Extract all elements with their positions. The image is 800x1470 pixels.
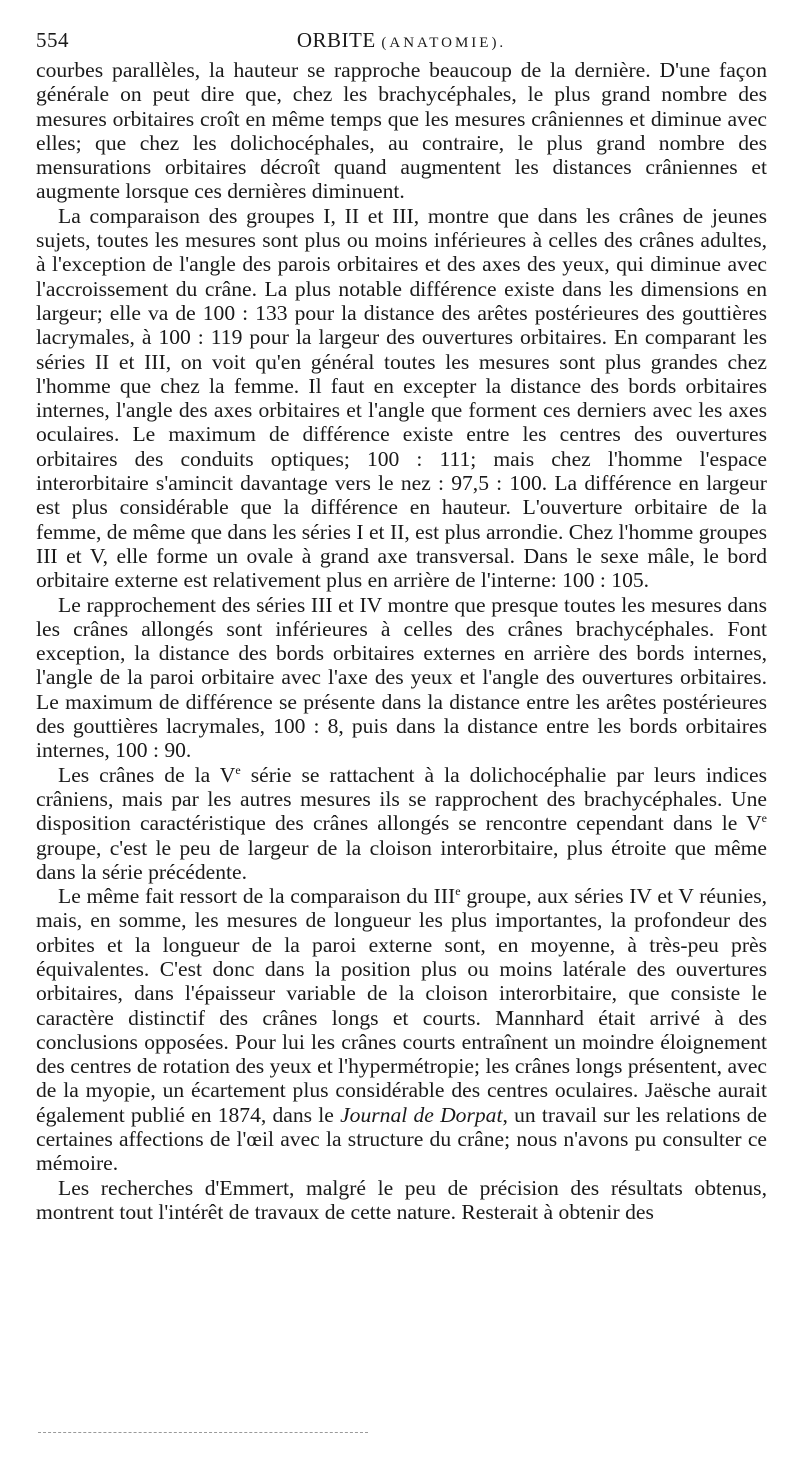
text-run: groupe, aux séries IV et V réunies, mais, en somme, les mesures de longueur les plus importantes, la profondeur des orbites et la longueur de la paroi externe sont, en moyenne, à très-peu près équivalentes. C'est donc dans la position plus ou moins latérale des ouvertures orbitaires, dans l'épaisseur variable de la cloison interorbitaire, que consiste le caractère distinctif des crânes longs et courts. Mannhard était arrivé à des conclusions opposées. Pour lui les crânes courts entraînent un moindre éloignement des centres de rotation des yeux et l'hypermétropie; les crânes longs présentent, avec de la myopie, un écartement plus considérable des centres oculaires. Jaësche aurait également publié en 1874, dans le xyxy=(36,884,767,1127)
paragraph-p3 xyxy=(36,593,767,763)
running-title-section: (ANATOMIE). xyxy=(381,35,507,51)
paragraph-p4 xyxy=(36,763,767,884)
paragraph-p1 xyxy=(36,58,767,204)
text-run: Les crânes de la V xyxy=(58,762,236,787)
page-number: 554 xyxy=(36,28,69,52)
italic-title: Journal de Dorpat xyxy=(340,1102,503,1127)
body-text xyxy=(36,58,767,1224)
paragraph-p6 xyxy=(36,1176,767,1225)
text-run: , un travail sur les relations de certaines affections de l'œil avec la structure du crâne; nous n'avons pu consulter ce mémoire. xyxy=(36,1102,767,1176)
text-run: série se rattachent à la dolichocéphalie par leurs indices crâniens, mais par les autres mesures ils se rapprochent des brachycéphales. Une disposition caractéristique des crânes allongés se rencontre cependant dans le V xyxy=(36,762,767,836)
text-run: La comparaison des groupes I, II et III, montre que dans les crânes de jeunes sujets, toutes les mesures sont plus ou moins inférieures à celles des crânes adultes, à l'exception de l'angle des parois orbitaires et des axes des yeux, qui diminue avec l'accroissement du crâne. La plus notable différence existe dans les dimensions en largeur; elle va de 100 : 133 pour la distance des arêtes postérieures des gouttières lacrymales, à 100 : 119 pour la largeur des ouvertures orbitaires. En comparant les séries II et III, on voit qu'en général toutes les mesures sont plus grandes chez l'homme que chez la femme. Il faut en excepter la distance des bords orbitaires internes, l'angle des axes orbitaires et l'angle que forment ces derniers avec les axes oculaires. Le maximum de différence existe entre les centres des ouvertures orbitaires des conduits optiques; 100 : 111; mais chez l'homme l'espace interorbitaire s'amincit davantage vers le nez : 97,5 : 100. La différence en largeur est plus considérable que la différence en hauteur. L'ouverture orbitaire de la femme, de même que dans les séries I et II, est plus arrondie. Chez l'homme groupes III et V, elle forme un ovale à grand axe transversal. Dans le sexe mâle, le bord orbitaire externe est relativement plus en arrière de l'interne: 100 : 105. xyxy=(36,203,767,593)
superscript: e xyxy=(455,883,461,898)
paragraph-p2 xyxy=(36,204,767,593)
text-run: groupe, c'est le peu de largeur de la cloison interorbitaire, plus étroite que même dans la série précédente. xyxy=(36,835,767,884)
text-run: courbes parallèles, la hauteur se rapproche beaucoup de la dernière. D'une façon générale on peut dire que, chez les brachycéphales, le plus grand nombre des mesures orbitaires croît en même temps que les mesures crâniennes et diminue avec elles; que chez les dolichocéphales, au contraire, le plus grand nombre des mensurations orbitaires décroît quand augmentent les distances crâniennes et augmente lorsque ces dernières diminuent. xyxy=(36,58,767,204)
superscript: e xyxy=(235,762,241,777)
running-title-main: ORBITE xyxy=(296,28,376,52)
page-header xyxy=(36,20,767,58)
text-run: Le même fait ressort de la comparaison du III xyxy=(58,884,456,909)
running-title xyxy=(36,28,767,53)
paragraph-p5 xyxy=(36,884,767,1176)
footer-rule xyxy=(38,1432,368,1433)
text-run: Les recherches d'Emmert, malgré le peu de précision des résultats obtenus, montrent tout l'intérêt de travaux de cette nature. Resterait à obtenir des xyxy=(36,1175,767,1224)
superscript: e xyxy=(761,811,767,826)
text-run: Le rapprochement des séries III et IV montre que presque toutes les mesures dans les crânes allongés sont inférieures à celles des crânes brachycéphales. Font exception, la distance des bords orbitaires externes en arrière des bords internes, l'angle de la paroi orbitaire avec l'axe des yeux et l'angle des ouvertures orbitaires. Le maximum de différence se présente dans la distance entre les arêtes postérieures des gouttières lacrymales, 100 : 8, puis dans la distance entre les bords orbitaires internes, 100 : 90. xyxy=(36,592,767,763)
